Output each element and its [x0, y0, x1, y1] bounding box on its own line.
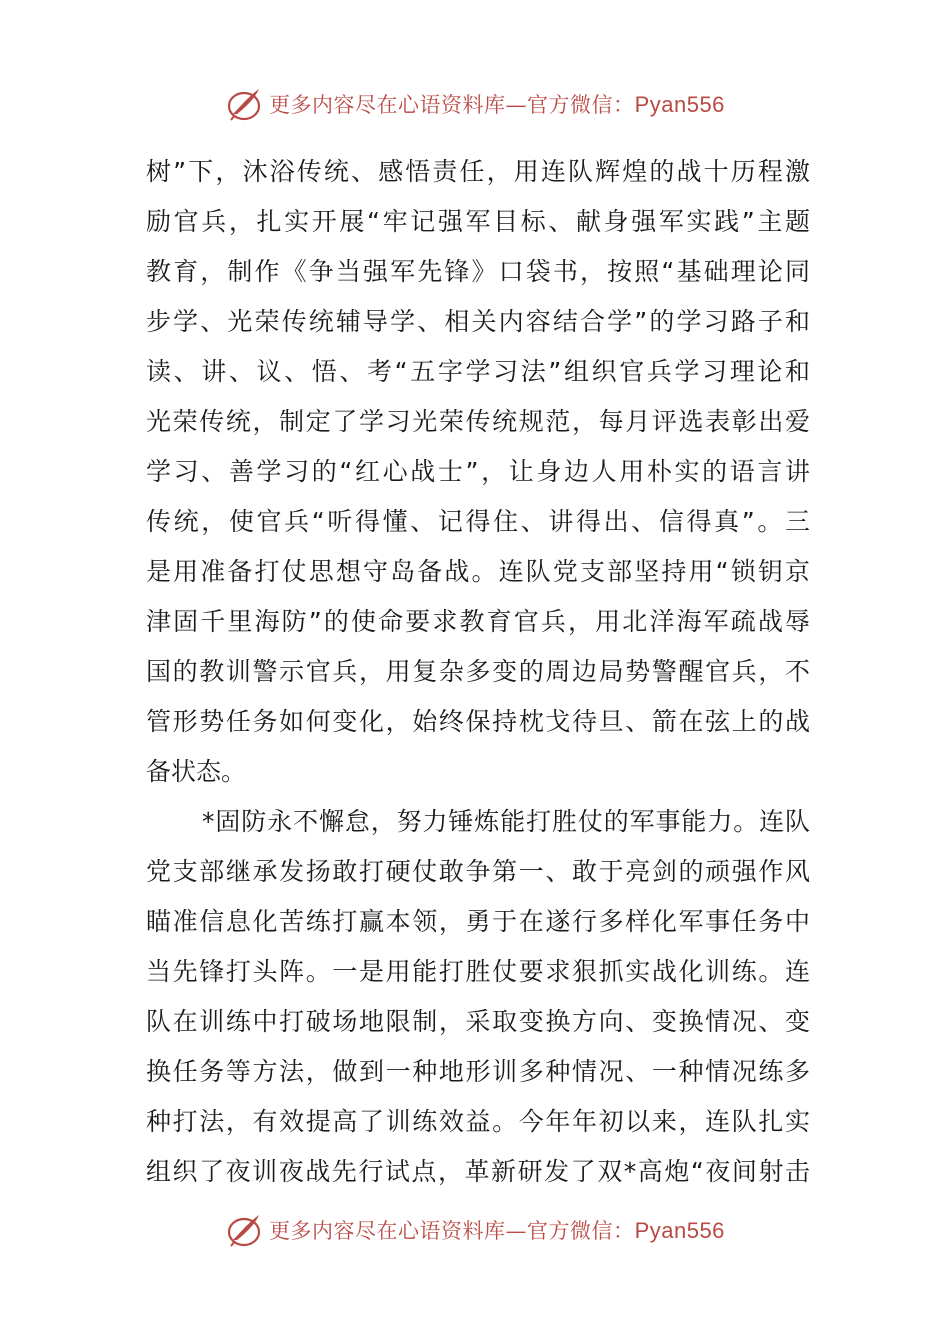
paragraph-first-line: *固防永不懈怠，努力锤炼能打胜仗的军事能力。连队 [202, 807, 810, 836]
text-line: 当先锋打头阵。一是用能打胜仗要求狠抓实战化训练。连 [146, 957, 810, 986]
quill-pen-logo-icon [225, 1210, 265, 1250]
text-line: 队在训练中打破场地限制，采取变换方向、变换情况、变 [146, 1007, 810, 1036]
text-line: 树”下，沐浴传统、感悟责任，用连队辉煌的战十历程激 [146, 157, 810, 186]
text-line: 教育，制作《争当强军先锋》口袋书，按照“基础理论同 [146, 257, 810, 286]
quill-pen-logo-icon [225, 84, 265, 124]
text-line: 党支部继承发扬敢打硬仗敢争第一、敢于亮剑的顽强作风 [146, 857, 810, 886]
text-line: 光荣传统，制定了学习光荣传统规范，每月评选表彰出爱 [146, 407, 810, 436]
footer-banner [0, 1208, 950, 1252]
text-line: 是用准备打仗思想守岛备战。连队党支部坚持用“锁钥京 [146, 557, 810, 586]
text-line: 组织了夜训夜战先行试点，革新研发了双*高炮“夜间射击 [146, 1157, 810, 1186]
document-body [146, 147, 810, 1197]
text-line: 读、讲、议、悟、考“五字学习法”组织官兵学习理论和 [146, 357, 810, 386]
footer-wechat-id: Pyan556 [634, 1218, 725, 1243]
header-banner [0, 82, 950, 126]
text-line: 备状态。 [146, 757, 247, 786]
text-line: 津固千里海防”的使命要求教育官兵，用北洋海军疏战辱 [146, 607, 810, 636]
footer-banner-text: 更多内容尽在心语资料库—官方微信：Pyan556 [269, 1218, 725, 1243]
header-banner-text: 更多内容尽在心语资料库—官方微信：Pyan556 [269, 92, 725, 117]
header-wechat-id: Pyan556 [634, 92, 725, 117]
text-line: 管形势任务如何变化，始终保持枕戈待旦、箭在弦上的战 [146, 707, 810, 736]
text-line: 种打法，有效提高了训练效益。今年年初以来，连队扎实 [146, 1107, 810, 1136]
text-line: 传统，使官兵“听得懂、记得住、讲得出、信得真”。三 [146, 507, 810, 536]
text-line: 国的教训警示官兵，用复杂多变的周边局势警醒官兵，不 [146, 657, 810, 686]
text-line: 步学、光荣传统辅导学、相关内容结合学”的学习路子和 [146, 307, 810, 336]
text-line: 励官兵，扎实开展“牢记强军目标、献身强军实践”主题 [146, 207, 810, 236]
text-line: 学习、善学习的“红心战士”，让身边人用朴实的语言讲 [146, 457, 810, 486]
text-line: 换任务等方法，做到一种地形训多种情况、一种情况练多 [146, 1057, 810, 1086]
text-line: 瞄准信息化苦练打赢本领，勇于在遂行多样化军事任务中 [146, 907, 810, 936]
